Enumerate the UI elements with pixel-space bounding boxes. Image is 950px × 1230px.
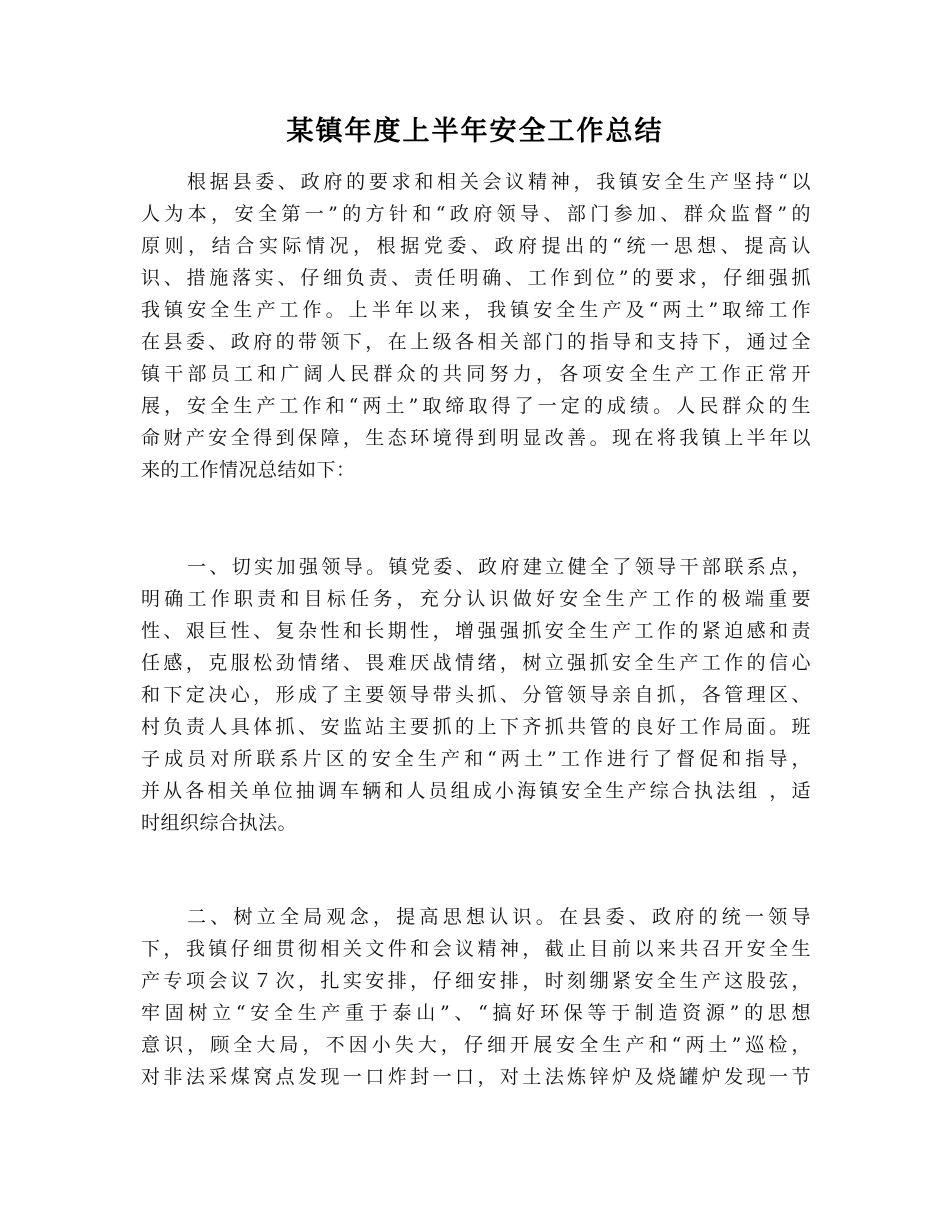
paragraph-line: 性、艰巨性、复杂性和长期性，增强强抓安全生产工作的紧迫感和责 bbox=[141, 620, 811, 642]
paragraph-line: 并从各相关单位抽调车辆和人员组成小海镇安全生产综合执法组 ，适 bbox=[141, 780, 811, 802]
paragraph-line: 下，我镇仔细贯彻相关文件和会议精神，截止目前以来共召开安全生 bbox=[141, 938, 811, 960]
paragraph-line: 在县委、政府的带领下，在上级各相关部门的指导和支持下，通过全 bbox=[141, 331, 811, 353]
paragraph-line: 人为本，安全第一”的方针和“政府领导、部门参加、群众监督”的 bbox=[141, 203, 811, 225]
paragraph-line: 任感，克服松劲情绪、畏难厌战情绪，树立强抓安全生产工作的信心 bbox=[141, 652, 811, 674]
paragraph-line: 镇干部员工和广阔人民群众的共同努力，各项安全生产工作正常开 bbox=[141, 363, 811, 385]
paragraph-section-1 bbox=[141, 551, 811, 839]
document-title: 某镇年度上半年安全工作总结 bbox=[286, 116, 664, 147]
paragraph-line: 子成员对所联系片区的安全生产和“两土”工作进行了督促和指导， bbox=[141, 748, 811, 770]
paragraph-line: 二、树立全局观念，提高思想认识。在县委、政府的统一领导 bbox=[187, 906, 811, 928]
paragraph-line: 意识，顾全大局，不因小失大，仔细开展安全生产和“两土”巡检， bbox=[141, 1034, 811, 1056]
paragraph-line: 根据县委、政府的要求和相关会议精神，我镇安全生产坚持“以 bbox=[187, 171, 811, 193]
paragraph-line: 和下定决心，形成了主要领导带头抓、分管领导亲自抓，各管理区、 bbox=[141, 684, 811, 706]
paragraph-line: 时组织综合执法。 bbox=[141, 812, 298, 834]
paragraph-line: 命财产安全得到保障，生态环境得到明显改善。现在将我镇上半年以 bbox=[141, 427, 811, 449]
paragraph-line: 来的工作情况总结如下： bbox=[141, 459, 356, 481]
paragraph-line: 一、切实加强领导。镇党委、政府建立健全了领导干部联系点， bbox=[187, 556, 811, 578]
paragraph-section-2 bbox=[141, 901, 811, 1093]
paragraph-line: 村负责人具体抓、安监站主要抓的上下齐抓共管的良好工作局面。班 bbox=[141, 716, 811, 738]
paragraph-line: 牢固树立“安全生产重于泰山”、“搞好环保等于制造资源”的思想 bbox=[141, 1002, 811, 1024]
paragraph-intro bbox=[141, 166, 811, 486]
paragraph-line: 产专项会议７次，扎实安排，仔细安排，时刻绷紧安全生产这股弦， bbox=[141, 970, 811, 992]
paragraph-line: 我镇安全生产工作。上半年以来，我镇安全生产及“两土”取缔工作 bbox=[141, 299, 811, 321]
paragraph-line: 明确工作职责和目标任务，充分认识做好安全生产工作的极端重要 bbox=[141, 588, 811, 610]
paragraph-line: 展，安全生产工作和“两土”取缔取得了一定的成绩。人民群众的生 bbox=[141, 395, 811, 417]
paragraph-line: 对非法采煤窝点发现一口炸封一口，对土法炼锌炉及烧罐炉发现一节 bbox=[141, 1066, 811, 1088]
paragraph-line: 原则，结合实际情况，根据党委、政府提出的“统一思想、提高认 bbox=[141, 235, 811, 257]
paragraph-line: 识、措施落实、仔细负责、责任明确、工作到位”的要求，仔细强抓 bbox=[141, 267, 811, 289]
